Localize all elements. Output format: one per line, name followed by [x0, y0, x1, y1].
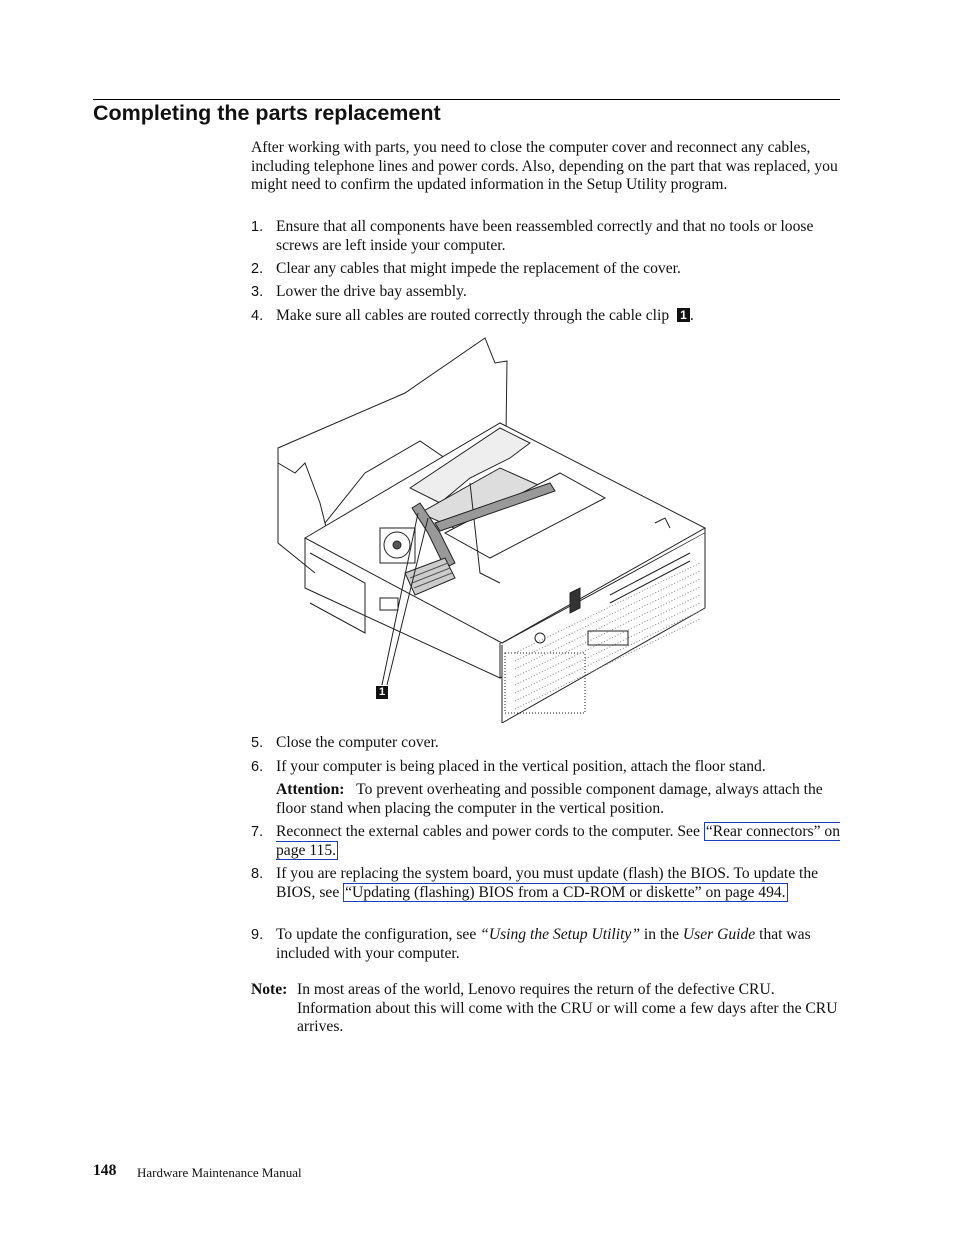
step-text: Lower the drive bay assembly. — [276, 283, 467, 300]
computer-cable-clip-illustration — [270, 333, 715, 723]
step-number: 4. — [251, 308, 264, 324]
page-heading: Completing the parts replacement — [93, 101, 441, 125]
step-end: . — [689, 307, 694, 324]
step-text: Close the computer cover. — [276, 734, 439, 751]
setup-utility-ref: “Using the Setup Utility” — [480, 926, 641, 943]
footer-title: Hardware Maintenance Manual — [137, 1165, 302, 1180]
attention-label: Attention: — [276, 781, 345, 798]
note-label: Note: — [251, 981, 288, 998]
step-text-mid: in the — [640, 926, 683, 943]
figure-callout-marker: 1 — [376, 686, 388, 699]
attention-text: To prevent overheating and possible component damage, always attach the floor stand when placing the computer in the vertical position. — [276, 781, 823, 817]
step-number: 7. — [251, 824, 264, 840]
step-text: If your computer is being placed in the vertical position, attach the floor stand. — [276, 758, 766, 775]
step-text: Ensure that all components have been reassembled correctly and that no tools or loose screws are left inside your computer. — [276, 218, 814, 254]
callout-marker: 1 — [677, 308, 690, 322]
heading-rule — [93, 99, 840, 100]
step-number: 2. — [251, 261, 264, 277]
intro-paragraph: After working with parts, you need to close the computer cover and reconnect any cables, including telephone lines and power cords. Also, depending on the part that was replaced, you might need to confirm the updated information in the Setup Utility program. — [251, 139, 838, 194]
user-guide-ref: User Guide — [682, 926, 756, 943]
step-number: 6. — [251, 759, 264, 775]
step-text: Reconnect the external cables and power cords to the computer. See — [276, 823, 704, 840]
page-number: 148 — [93, 1162, 117, 1179]
step-text: To update the configuration, see — [276, 926, 481, 943]
step-number: 1. — [251, 219, 264, 235]
updating-bios-link[interactable]: “Updating (flashing) BIOS from a CD-ROM or diskette” on page 494. — [345, 883, 786, 901]
step-number: 3. — [251, 284, 264, 300]
step-number: 5. — [251, 735, 264, 751]
attention-block — [276, 781, 841, 818]
note-text: In most areas of the world, Lenovo requires the return of the defective CRU. Information about this will come with the CRU or will come a few days after the CRU arrives. — [297, 981, 838, 1036]
step-text-end: that was included with your computer. — [276, 926, 811, 962]
step-number: 8. — [251, 866, 264, 882]
rear-connectors-link[interactable]: “Rear connectors” on page 115. — [276, 823, 841, 859]
step-text: If you are replacing the system board, you must update (flash) the BIOS. To update the BIOS, see — [276, 865, 819, 901]
step-number: 9. — [251, 927, 264, 943]
step-text: Make sure all cables are routed correctly through the cable clip — [276, 307, 670, 324]
step-text: Clear any cables that might impede the replacement of the cover. — [276, 260, 681, 277]
